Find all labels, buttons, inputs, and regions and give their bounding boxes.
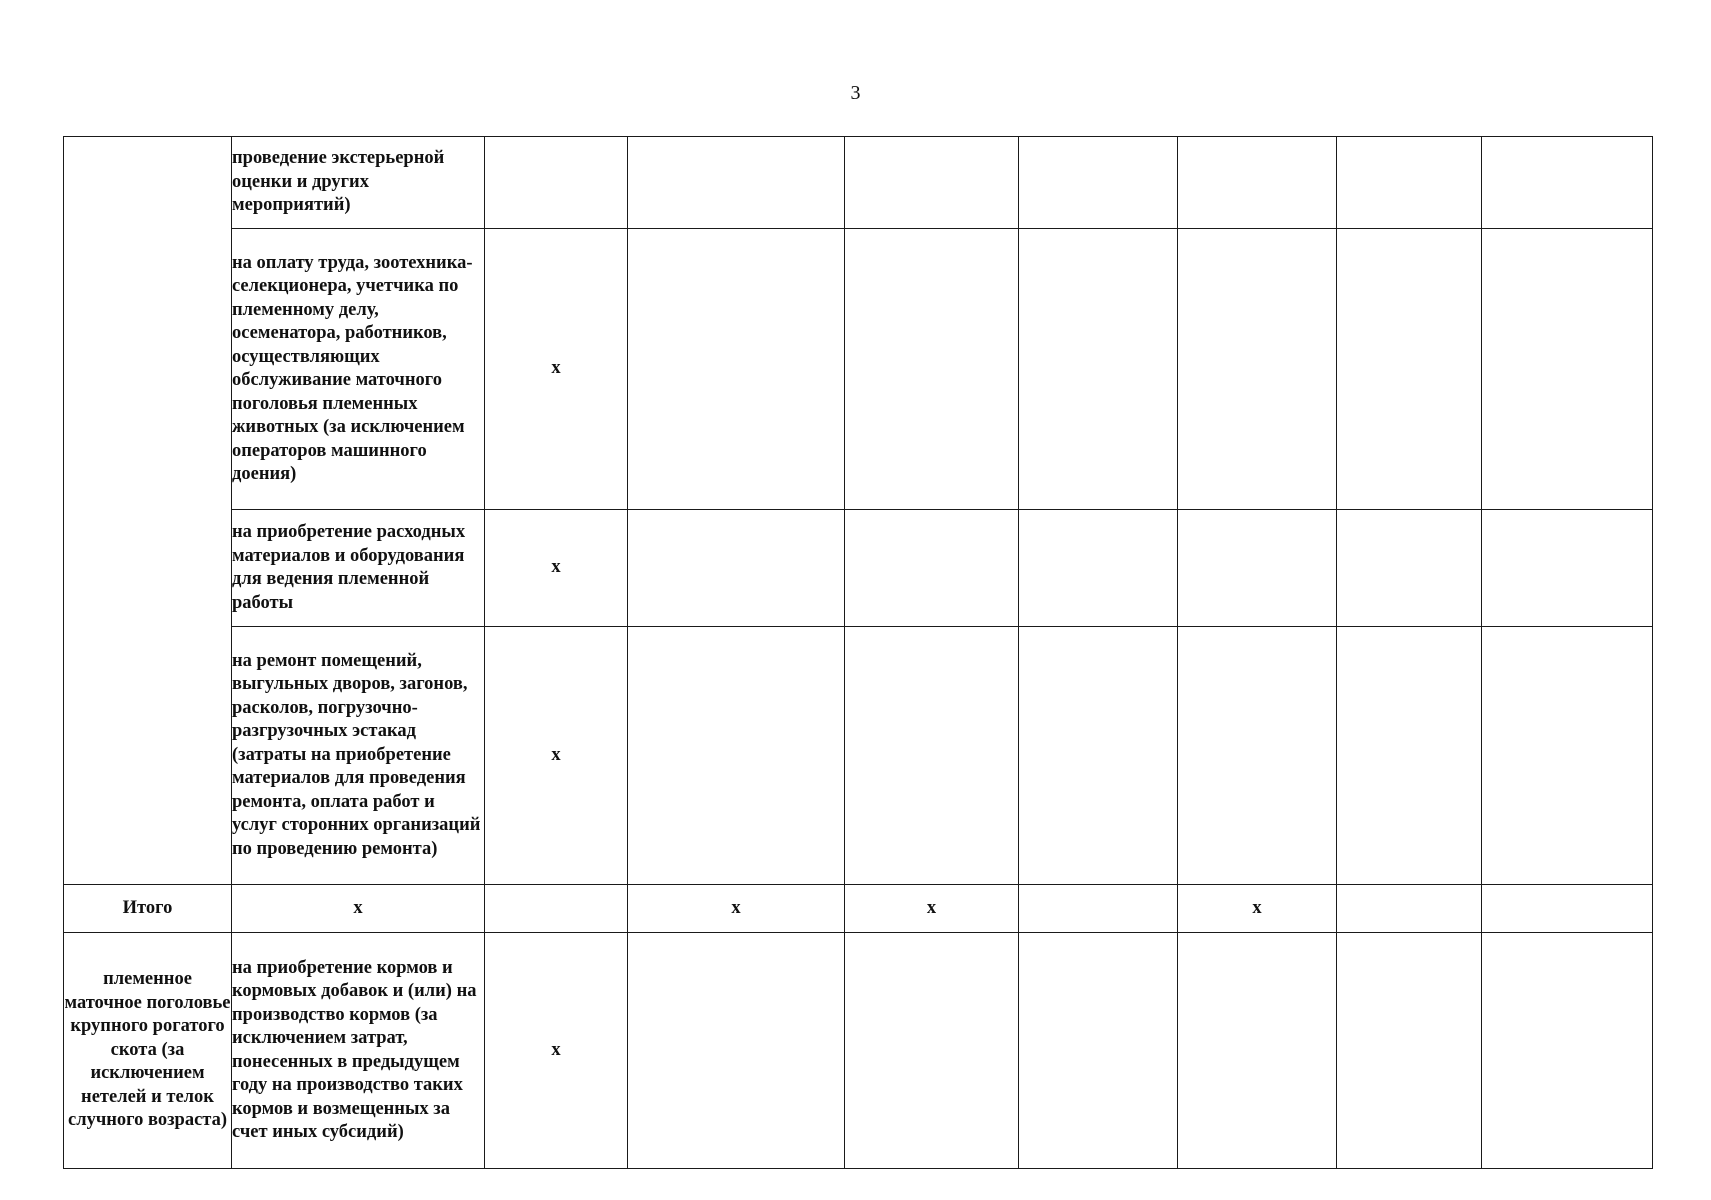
table-cell [1019,510,1178,627]
table-cell [845,137,1019,229]
itogo-row [64,885,1653,933]
table-cell [1178,229,1337,510]
cell-mark: x [485,510,628,627]
table-cell [628,229,845,510]
category-cell-empty [64,137,232,885]
table-cell [845,510,1019,627]
subsidy-table [63,136,1653,1169]
cell-mark: x [485,933,628,1169]
table-cell [1482,229,1653,510]
row-description: проведение экстерьерной оценки и других мероприятий) [232,137,485,229]
table-cell [1337,137,1482,229]
table-cell [1019,933,1178,1169]
page-number: 3 [850,82,861,104]
category-cell: племенное маточное поголовье крупного рогатого скота (за исключением нетелей и телок случного возраста) [64,933,232,1169]
cell-mark: x [485,229,628,510]
table-cell [845,627,1019,885]
itogo-cell: x [628,885,845,933]
table-cell [1482,137,1653,229]
table-cell [1178,137,1337,229]
itogo-cell: x [1178,885,1337,933]
itogo-label: Итого [64,885,232,933]
table-cell [628,510,845,627]
table-row [64,933,1653,1169]
row-description: на ремонт помещений, выгульных дворов, загонов, расколов, погрузочно-разгрузочных эстакад (затраты на приобретение материалов для проведения ремонта, оплата работ и услуг сторонних организаций по проведению ремонта) [232,627,485,885]
table-cell [1337,510,1482,627]
itogo-cell: x [232,885,485,933]
table-cell [1482,627,1653,885]
table-cell [1337,933,1482,1169]
itogo-cell [1019,885,1178,933]
itogo-cell: x [845,885,1019,933]
itogo-cell [1337,885,1482,933]
itogo-cell [485,885,628,933]
table-cell [1178,933,1337,1169]
itogo-cell [1482,885,1653,933]
table-row [64,229,1653,510]
table-cell [628,933,845,1169]
table-cell [1337,229,1482,510]
table-cell [1019,229,1178,510]
table-cell [1019,627,1178,885]
row-description: на оплату труда, зоотехника-селекционера, учетчика по племенному делу, осеменатора, работников, осуществляющих обслуживание маточного поголовья племенных животных (за исключением операторов машинного доения) [232,229,485,510]
table-row [64,137,1653,229]
row-description: на приобретение кормов и кормовых добавок и (или) на производство кормов (за исключением затрат, понесенных в предыдущем году на производство таких кормов и возмещенных за счет иных субсидий) [232,933,485,1169]
table-cell [628,627,845,885]
table-cell [1482,510,1653,627]
table-cell [628,137,845,229]
table-cell [1337,627,1482,885]
table-cell [845,229,1019,510]
table-row [64,627,1653,885]
cell-mark: x [485,627,628,885]
row-description: на приобретение расходных материалов и оборудования для ведения племенной работы [232,510,485,627]
table-cell [1482,933,1653,1169]
table-cell [1178,510,1337,627]
table-cell [845,933,1019,1169]
table-cell [1178,627,1337,885]
table-cell [1019,137,1178,229]
cell-mark [485,137,628,229]
table-row [64,510,1653,627]
